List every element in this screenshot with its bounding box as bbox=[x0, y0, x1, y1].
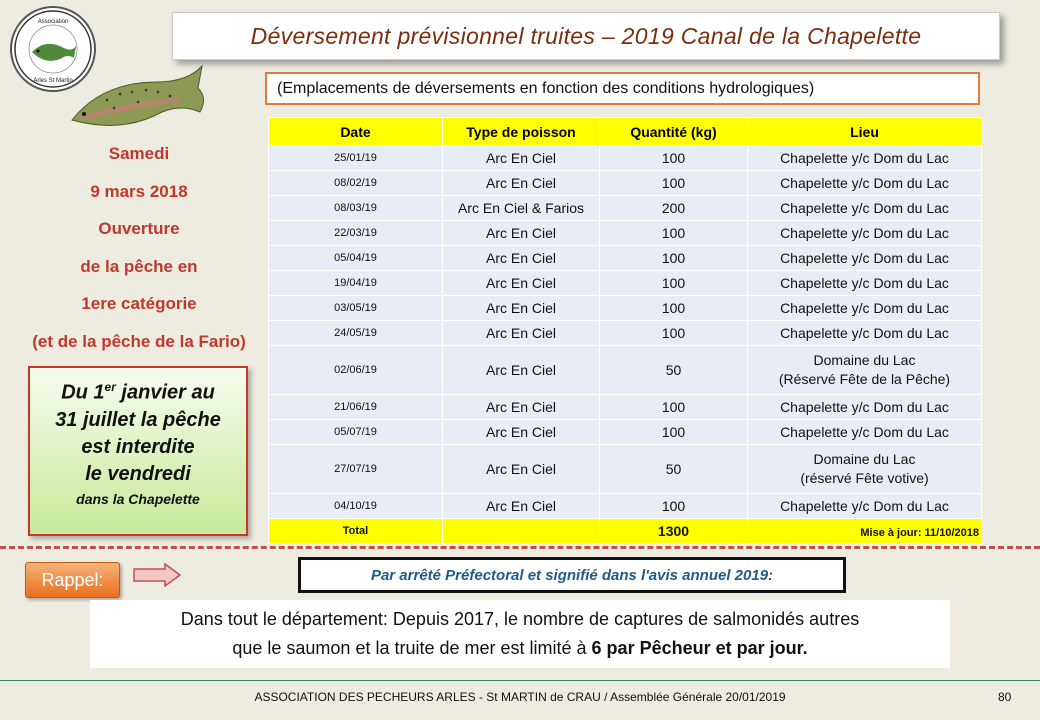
title-box bbox=[172, 12, 1000, 60]
cell-quantity: 50 bbox=[600, 346, 748, 395]
table-total-row bbox=[269, 519, 982, 544]
subtitle-box bbox=[265, 72, 980, 105]
table-row bbox=[269, 395, 982, 420]
cell-type: Arc En Ciel bbox=[443, 296, 600, 321]
place-note: (Réservé Fête de la Pêche) bbox=[778, 371, 951, 387]
table-row bbox=[269, 494, 982, 519]
cell-date: 02/06/19 bbox=[269, 346, 443, 395]
notice-line-2: 31 juillet la pêche bbox=[55, 408, 221, 431]
notice-line-3: est interdite bbox=[81, 435, 195, 458]
cell-type: Arc En Ciel bbox=[443, 171, 600, 196]
cell-place: Chapelette y/c Dom du Lac bbox=[748, 420, 982, 445]
cell-quantity: 100 bbox=[600, 246, 748, 271]
slide-subtitle: (Emplacements de déversements en fonction des conditions hydrologiques) bbox=[277, 79, 815, 97]
notice-line-5: dans la Chapelette bbox=[76, 490, 200, 507]
trout-illustration bbox=[62, 52, 212, 142]
place-note: (réservé Fête votive) bbox=[800, 470, 929, 486]
cell-quantity: 100 bbox=[600, 494, 748, 519]
header-place: Lieu bbox=[748, 118, 982, 146]
cell-quantity: 200 bbox=[600, 196, 748, 221]
opening-line: Ouverture bbox=[98, 219, 180, 238]
cell-quantity: 100 bbox=[600, 420, 748, 445]
rappel-button[interactable]: Rappel: bbox=[25, 562, 120, 598]
footer-divider bbox=[0, 680, 1040, 681]
table-body bbox=[269, 146, 982, 544]
table-row bbox=[269, 246, 982, 271]
notice-line-1 bbox=[30, 374, 246, 407]
cell-type: Arc En Ciel bbox=[443, 221, 600, 246]
cell-type: Arc En Ciel bbox=[443, 321, 600, 346]
cell-place: Chapelette y/c Dom du Lac bbox=[748, 494, 982, 519]
cell-place: Chapelette y/c Dom du Lac bbox=[748, 246, 982, 271]
cell-place bbox=[748, 346, 982, 395]
page-number: 80 bbox=[998, 690, 1012, 704]
cell-type: Arc En Ciel bbox=[443, 420, 600, 445]
cell-date: 24/05/19 bbox=[269, 321, 443, 346]
cell-place: Chapelette y/c Dom du Lac bbox=[748, 321, 982, 346]
cell-date: 27/07/19 bbox=[269, 445, 443, 494]
total-label: Total bbox=[269, 519, 443, 544]
cell-place: Chapelette y/c Dom du Lac bbox=[748, 196, 982, 221]
rule-line-1: Dans tout le département: Depuis 2017, le nombre de captures de salmonidés autres bbox=[180, 609, 860, 629]
table-header-row bbox=[269, 118, 982, 146]
svg-text:Arles St Martin: Arles St Martin bbox=[33, 78, 73, 84]
table-row bbox=[269, 296, 982, 321]
total-empty bbox=[443, 519, 600, 544]
cell-date: 25/01/19 bbox=[269, 146, 443, 171]
place-line: Domaine du Lac bbox=[813, 451, 916, 467]
cell-type: Arc En Ciel bbox=[443, 445, 600, 494]
svg-text:Association: Association bbox=[37, 19, 69, 25]
cell-place: Chapelette y/c Dom du Lac bbox=[748, 296, 982, 321]
opening-line: Samedi bbox=[108, 144, 170, 163]
cell-date: 08/03/19 bbox=[269, 196, 443, 221]
capture-limit-rule bbox=[90, 600, 950, 668]
total-value: 1300 bbox=[600, 519, 748, 544]
table-row bbox=[269, 171, 982, 196]
cell-date: 08/02/19 bbox=[269, 171, 443, 196]
header-quantity: Quantité (kg) bbox=[600, 118, 748, 146]
cell-type: Arc En Ciel bbox=[443, 346, 600, 395]
table-row bbox=[269, 445, 982, 494]
opening-line: (et de la pêche de la Fario) bbox=[32, 331, 246, 351]
cell-quantity: 100 bbox=[600, 171, 748, 196]
cell-date: 19/04/19 bbox=[269, 271, 443, 296]
update-date: Mise à jour: 11/10/2018 bbox=[748, 519, 982, 544]
cell-quantity: 100 bbox=[600, 221, 748, 246]
cell-quantity: 100 bbox=[600, 395, 748, 420]
cell-type: Arc En Ciel bbox=[443, 246, 600, 271]
opening-line: de la pêche en bbox=[80, 256, 198, 276]
cell-type: Arc En Ciel bbox=[443, 494, 600, 519]
opening-line: 1ere catégorie bbox=[81, 294, 197, 313]
cell-place: Chapelette y/c Dom du Lac bbox=[748, 146, 982, 171]
rule-line-2-text: que le saumon et la truite de mer est limité à bbox=[232, 638, 592, 658]
table-row bbox=[269, 346, 982, 395]
notice-line-1-end: janvier au bbox=[115, 381, 215, 404]
divider bbox=[0, 546, 1040, 549]
cell-type: Arc En Ciel bbox=[443, 271, 600, 296]
cell-place: Chapelette y/c Dom du Lac bbox=[748, 171, 982, 196]
cell-place: Chapelette y/c Dom du Lac bbox=[748, 395, 982, 420]
table-row bbox=[269, 420, 982, 445]
stocking-table bbox=[268, 117, 982, 544]
cell-place: Chapelette y/c Dom du Lac bbox=[748, 271, 982, 296]
cell-type: Arc En Ciel & Farios bbox=[443, 196, 600, 221]
friday-ban-notice bbox=[28, 366, 248, 536]
notice-line-4: le vendredi bbox=[85, 462, 191, 485]
cell-place bbox=[748, 445, 982, 494]
cell-date: 22/03/19 bbox=[269, 221, 443, 246]
notice-superscript: er bbox=[104, 380, 116, 394]
opening-line: 9 mars 2018 bbox=[90, 181, 188, 201]
place-line: Domaine du Lac bbox=[813, 352, 916, 368]
cell-quantity: 100 bbox=[600, 321, 748, 346]
table-row bbox=[269, 146, 982, 171]
footer-text: ASSOCIATION DES PECHEURS ARLES - St MARTIN de CRAU / Assemblée Générale 20/01/2019 bbox=[254, 690, 786, 704]
opening-announcement bbox=[14, 140, 264, 365]
cell-date: 04/10/19 bbox=[269, 494, 443, 519]
cell-date: 21/06/19 bbox=[269, 395, 443, 420]
table-row bbox=[269, 321, 982, 346]
table-row bbox=[269, 196, 982, 221]
header-date: Date bbox=[269, 118, 443, 146]
slide-title: Déversement prévisionnel truites – 2019 Canal de la Chapelette bbox=[250, 22, 922, 49]
cell-type: Arc En Ciel bbox=[443, 146, 600, 171]
cell-quantity: 100 bbox=[600, 296, 748, 321]
table-row bbox=[269, 271, 982, 296]
rule-limit-value: 6 par Pêcheur et par jour. bbox=[591, 638, 808, 658]
cell-quantity: 100 bbox=[600, 146, 748, 171]
cell-quantity: 100 bbox=[600, 271, 748, 296]
header-type: Type de poisson bbox=[443, 118, 600, 146]
cell-type: Arc En Ciel bbox=[443, 395, 600, 420]
notice-line-1-start: Du 1 bbox=[61, 381, 105, 404]
cell-date: 05/04/19 bbox=[269, 246, 443, 271]
cell-date: 05/07/19 bbox=[269, 420, 443, 445]
arrow-right-icon bbox=[133, 563, 181, 587]
cell-quantity: 50 bbox=[600, 445, 748, 494]
prefectoral-decree: Par arrêté Préfectoral et signifié dans l'avis annuel 2019: bbox=[298, 557, 846, 593]
cell-date: 03/05/19 bbox=[269, 296, 443, 321]
rule-line-2 bbox=[90, 634, 950, 663]
table-row bbox=[269, 221, 982, 246]
cell-place: Chapelette y/c Dom du Lac bbox=[748, 221, 982, 246]
